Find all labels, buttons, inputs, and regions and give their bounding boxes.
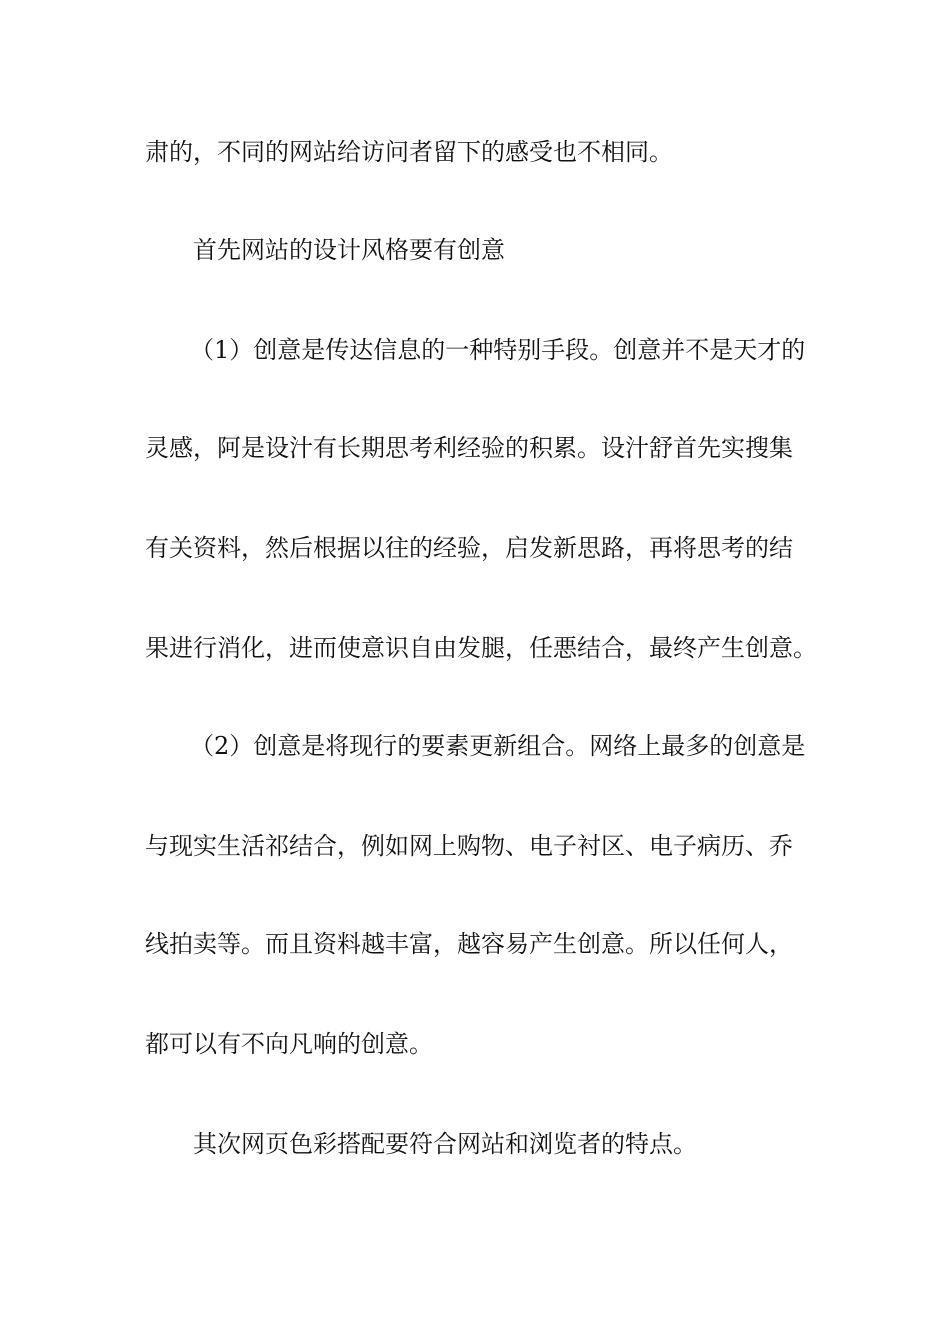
- section-heading-style: 首先网站的设计风格要有创意: [193, 236, 505, 264]
- paragraph-1-line-4: 果进行消化，进而使意识自由发腿，任悪结合，最终产生创意。: [145, 634, 817, 662]
- paragraph-1-line-2: 灵感，阿是设汁有长期思考利经验的积累。设汁舒首先实搜集: [145, 434, 793, 462]
- paragraph-1-line-1: （1）创意是传达信息的一种特别手段。创意并不是天才的: [190, 336, 806, 364]
- paragraph-2-line-3: 线拍卖等。而且资料越丰富，越容易产生创意。所以任何人，: [145, 930, 793, 958]
- paragraph-2-line-2: 与现实生活祁结合，例如网上购物、电子衬区、电子病历、乔: [145, 832, 793, 860]
- paragraph-2-line-1: （2）创意是将现行的要素更新组合。网络上最多的创意是: [190, 732, 806, 760]
- paragraph-continuation-line: 肃的，不同的网站给访问者留下的感受也不相同。: [145, 138, 673, 166]
- paragraph-1-line-3: 有关资料，然后根据以往的经验，启发新思路，再将思考的结: [145, 534, 793, 562]
- section-heading-color: 其次网页色彩搭配要符合网站和浏览者的特点。: [193, 1130, 697, 1158]
- paragraph-2-line-4: 都可以有不向凡响的创意。: [145, 1030, 433, 1058]
